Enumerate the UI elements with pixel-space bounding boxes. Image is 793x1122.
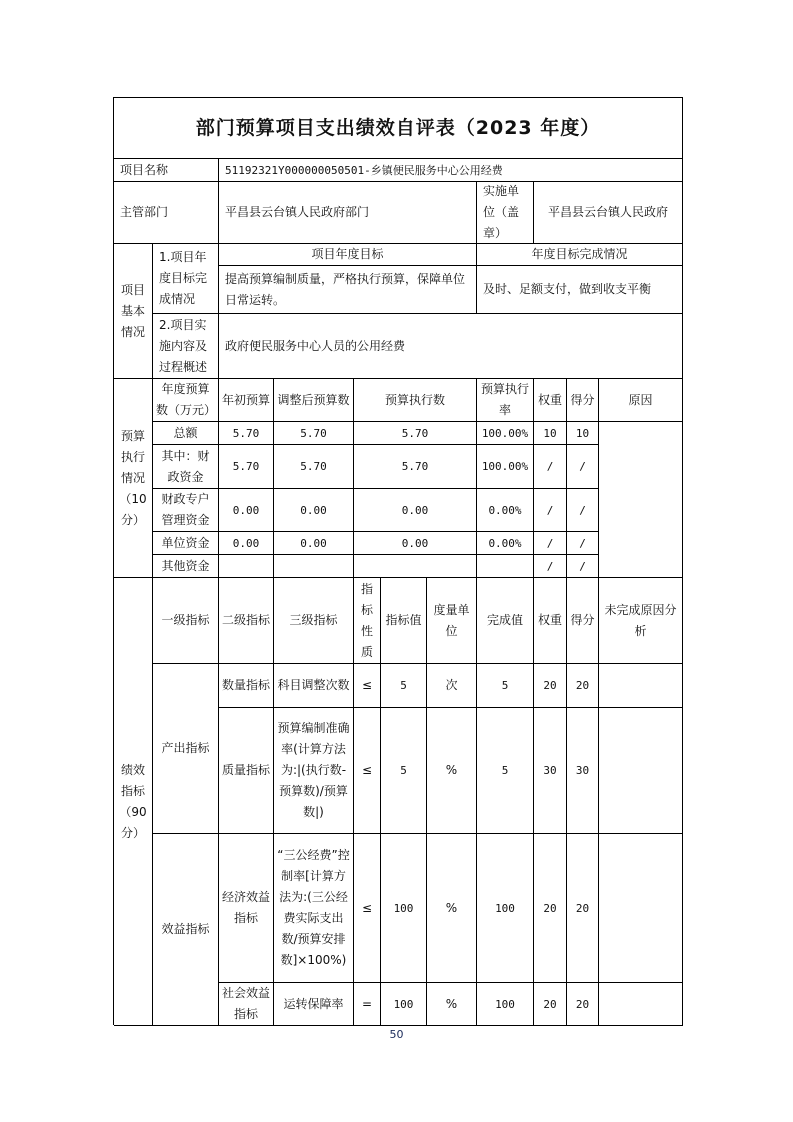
budget-executed-cell: 5.70 — [354, 422, 477, 445]
budget-name-cell: 其中：财政资金 — [153, 445, 219, 489]
perf-weight-cell: 20 — [534, 834, 567, 983]
perf-value-cell: 5 — [381, 664, 427, 708]
budget-rate-cell: 100.00% — [477, 422, 534, 445]
perf-label: 绩效指标（90分） — [114, 578, 153, 1026]
perf-header: 未完成原因分析 — [599, 578, 683, 664]
perf-l2-cell: 数量指标 — [219, 664, 274, 708]
perf-header: 三级指标 — [274, 578, 354, 664]
perf-weight-cell: 20 — [534, 983, 567, 1026]
perf-unit-cell: % — [427, 708, 477, 834]
budget-name-cell: 财政专户管理资金 — [153, 489, 219, 532]
perf-header: 指标性质 — [354, 578, 381, 664]
project-name: 51192321Y000000050501-乡镇便民服务中心公用经费 — [219, 159, 683, 182]
budget-header: 预算执行率 — [477, 379, 534, 422]
perf-nature-cell: = — [354, 983, 381, 1026]
perf-header: 得分 — [567, 578, 599, 664]
perf-weight-cell: 30 — [534, 708, 567, 834]
budget-score-cell: 10 — [567, 422, 599, 445]
budget-score-cell: / — [567, 445, 599, 489]
completion-header: 年度目标完成情况 — [477, 244, 683, 266]
perf-nature-cell: ≤ — [354, 664, 381, 708]
perf-l3-cell: 科目调整次数 — [274, 664, 354, 708]
budget-initial-cell: 0.00 — [219, 489, 274, 532]
budget-name-cell: 其他资金 — [153, 555, 219, 578]
budget-weight-cell: / — [534, 532, 567, 555]
perf-done-cell: 100 — [477, 834, 534, 983]
page-title: 部门预算项目支出绩效自评表（2023 年度） — [114, 98, 683, 159]
perf-reason-cell — [599, 708, 683, 834]
dept: 平昌县云台镇人民政府部门 — [219, 182, 477, 244]
budget-adjusted-cell: 0.00 — [274, 489, 354, 532]
budget-header: 得分 — [567, 379, 599, 422]
budget-adjusted-cell: 5.70 — [274, 422, 354, 445]
perf-done-cell: 100 — [477, 983, 534, 1026]
perf-weight-cell: 20 — [534, 664, 567, 708]
perf-unit-cell: % — [427, 983, 477, 1026]
budget-rate-cell — [477, 555, 534, 578]
perf-value-cell: 100 — [381, 983, 427, 1026]
budget-initial-cell: 5.70 — [219, 445, 274, 489]
budget-weight-cell: / — [534, 489, 567, 532]
perf-l2-cell: 质量指标 — [219, 708, 274, 834]
impl-unit: 平昌县云台镇人民政府 — [534, 182, 683, 244]
budget-weight-cell: 10 — [534, 422, 567, 445]
perf-header: 指标值 — [381, 578, 427, 664]
perf-reason-cell — [599, 983, 683, 1026]
budget-score-cell: / — [567, 489, 599, 532]
perf-header: 一级指标 — [153, 578, 219, 664]
budget-rate-cell: 0.00% — [477, 532, 534, 555]
budget-weight-cell: / — [534, 445, 567, 489]
budget-executed-cell: 5.70 — [354, 445, 477, 489]
budget-reason — [599, 422, 683, 578]
budget-adjusted-cell: 0.00 — [274, 532, 354, 555]
budget-executed-cell: 0.00 — [354, 532, 477, 555]
impl-unit-label: 实施单位（盖章） — [477, 182, 534, 244]
dept-label: 主管部门 — [114, 182, 219, 244]
budget-score-cell: / — [567, 532, 599, 555]
budget-initial-cell: 0.00 — [219, 532, 274, 555]
perf-header: 二级指标 — [219, 578, 274, 664]
impl-label: 2.项目实施内容及过程概述 — [153, 314, 219, 379]
budget-header: 年初预算 — [219, 379, 274, 422]
perf-done-cell: 5 — [477, 708, 534, 834]
perf-nature-cell: ≤ — [354, 708, 381, 834]
completion-text: 及时、足额支付，做到收支平衡 — [477, 266, 683, 314]
perf-l2-cell: 社会效益指标 — [219, 983, 274, 1026]
budget-header: 年度预算数（万元） — [153, 379, 219, 422]
budget-name-cell: 单位资金 — [153, 532, 219, 555]
budget-executed-cell — [354, 555, 477, 578]
budget-header: 原因 — [599, 379, 683, 422]
goal-header: 项目年度目标 — [219, 244, 477, 266]
perf-score-cell: 20 — [567, 664, 599, 708]
perf-l3-cell: “三公经费”控制率[计算方法为:(三公经费实际支出数/预算安排数]×100%) — [274, 834, 354, 983]
basic-label: 项目基本情况 — [114, 244, 153, 379]
page-number: 50 — [389, 1028, 404, 1041]
impl-text: 政府便民服务中心人员的公用经费 — [219, 314, 683, 379]
perf-unit-cell: % — [427, 834, 477, 983]
perf-l2-cell: 经济效益指标 — [219, 834, 274, 983]
budget-initial-cell — [219, 555, 274, 578]
perf-score-cell: 30 — [567, 708, 599, 834]
level1-benefit: 效益指标 — [153, 834, 219, 1026]
budget-initial-cell: 5.70 — [219, 422, 274, 445]
budget-adjusted-cell — [274, 555, 354, 578]
perf-l3-cell: 预算编制准确率(计算方法为:|(执行数-预算数)/预算数|) — [274, 708, 354, 834]
goal-text: 提高预算编制质量，严格执行预算，保障单位日常运转。 — [219, 266, 477, 314]
budget-header: 预算执行数 — [354, 379, 477, 422]
perf-value-cell: 100 — [381, 834, 427, 983]
perf-nature-cell: ≤ — [354, 834, 381, 983]
goal-label: 1.项目年度目标完成情况 — [153, 244, 219, 314]
budget-weight-cell: / — [534, 555, 567, 578]
perf-unit-cell: 次 — [427, 664, 477, 708]
perf-score-cell: 20 — [567, 834, 599, 983]
budget-adjusted-cell: 5.70 — [274, 445, 354, 489]
perf-header: 权重 — [534, 578, 567, 664]
perf-l3-cell: 运转保障率 — [274, 983, 354, 1026]
budget-name-cell: 总额 — [153, 422, 219, 445]
budget-score-cell: / — [567, 555, 599, 578]
budget-label: 预算执行情况（10分） — [114, 379, 153, 578]
level1-output: 产出指标 — [153, 664, 219, 834]
perf-value-cell: 5 — [381, 708, 427, 834]
perf-reason-cell — [599, 834, 683, 983]
budget-rate-cell: 0.00% — [477, 489, 534, 532]
perf-header: 度量单位 — [427, 578, 477, 664]
budget-header: 调整后预算数 — [274, 379, 354, 422]
self-evaluation-table — [113, 97, 683, 1025]
perf-header: 完成值 — [477, 578, 534, 664]
budget-rate-cell: 100.00% — [477, 445, 534, 489]
budget-header: 权重 — [534, 379, 567, 422]
project-name-label: 项目名称 — [114, 159, 219, 182]
perf-reason-cell — [599, 664, 683, 708]
perf-score-cell: 20 — [567, 983, 599, 1026]
budget-executed-cell: 0.00 — [354, 489, 477, 532]
perf-done-cell: 5 — [477, 664, 534, 708]
